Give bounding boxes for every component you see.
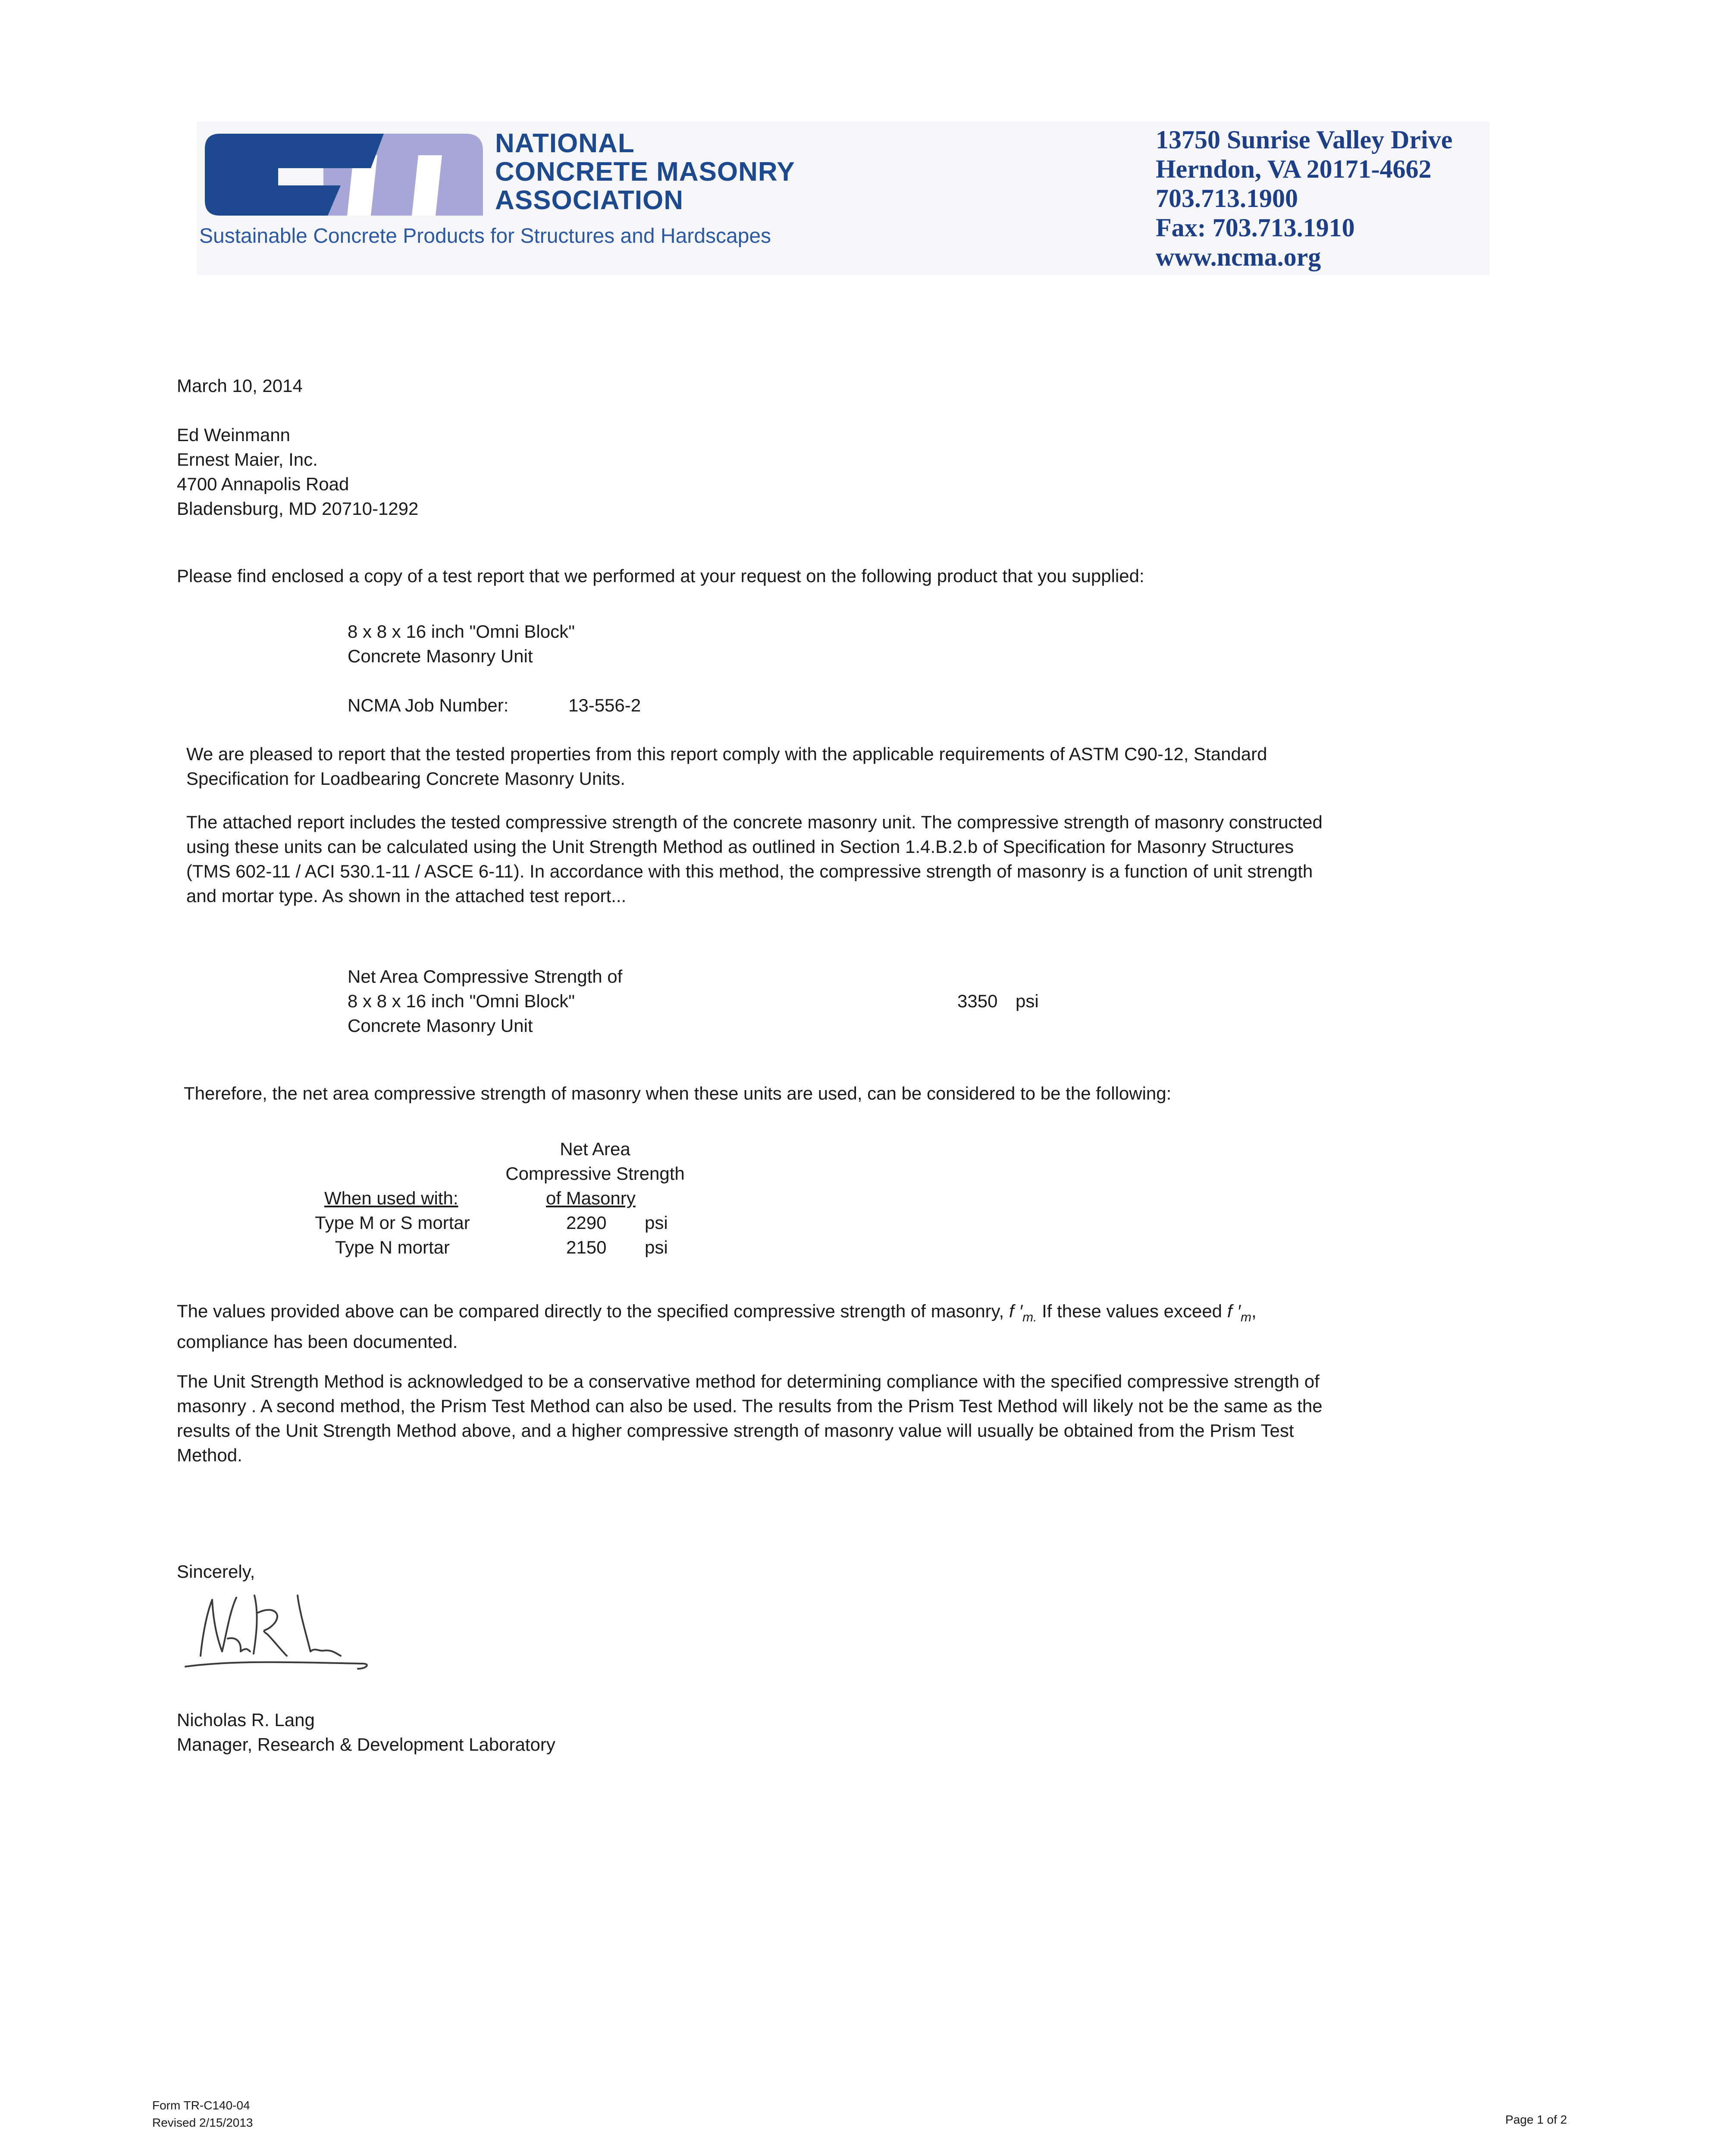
recipient-company: Ernest Maier, Inc. [177, 449, 318, 470]
table-header-line: Compressive Strength [505, 1163, 685, 1184]
closing: Sincerely, [177, 1561, 255, 1582]
recipient-street: 4700 Annapolis Road [177, 474, 349, 494]
org-name-line: ASSOCIATION [495, 185, 683, 215]
letter-date: March 10, 2014 [177, 376, 303, 396]
signature-block [177, 1708, 555, 1757]
table-row-unit: psi [645, 1213, 668, 1233]
signer-name: Nicholas R. Lang [177, 1710, 315, 1730]
recipient-name: Ed Weinmann [177, 425, 291, 445]
form-info [152, 2097, 253, 2131]
values-paragraph [177, 1299, 1257, 1354]
paragraph-line: compliance has been documented. [177, 1332, 458, 1352]
phone-number: 703.713.1900 [1156, 184, 1298, 213]
paragraph-line: masonry . A second method, the Prism Test Method can also be used. The results from the Prism Test Method will likely not be the same as the [177, 1396, 1323, 1416]
fax-number: Fax: 703.713.1910 [1156, 213, 1355, 242]
fm-symbol: f ′ [1227, 1301, 1241, 1321]
fm-symbol: f ′ [1009, 1301, 1023, 1321]
unit-strength-value: 3350 [957, 991, 998, 1011]
signature-image [181, 1587, 379, 1682]
intro-paragraph: Please find enclosed a copy of a test report that we performed at your request on the following product that you supplied: [177, 566, 1144, 586]
address-line: Herndon, VA 20171-4662 [1156, 155, 1432, 183]
table-header [470, 1137, 720, 1186]
paragraph-line: results of the Unit Strength Method above, and a higher compressive strength of masonry value will usually be obtained from the Prism Test [177, 1420, 1294, 1441]
label-line: Net Area Compressive Strength of [348, 966, 623, 987]
label-line: 8 x 8 x 16 inch "Omni Block" [348, 991, 575, 1011]
paragraph-line: The Unit Strength Method is acknowledged to be a conservative method for determining compliance with the specified compressive strength of [177, 1371, 1320, 1391]
therefore-paragraph: Therefore, the net area compressive strength of masonry when these units are used, can be considered to be the following: [184, 1083, 1172, 1103]
org-name-line: CONCRETE MASONRY [495, 157, 795, 187]
address-line: 13750 Sunrise Valley Drive [1156, 125, 1453, 154]
col-header-strength: of Masonry [546, 1188, 636, 1208]
text-span: The values provided above can be compared directly to the specified compressive strength of masonry, [177, 1301, 1009, 1321]
tagline: Sustainable Concrete Products for Structures and Hardscapes [199, 225, 771, 248]
recipient-address [177, 423, 418, 521]
organization-name [495, 129, 795, 215]
signer-title: Manager, Research & Development Laboratory [177, 1734, 555, 1755]
paragraph-line: (TMS 602-11 / ACI 530.1-11 / ASCE 6-11). In accordance with this method, the compressive strength of masonry is a function of unit strength [186, 861, 1313, 881]
paragraph-line: Specification for Loadbearing Concrete Masonry Units. [186, 768, 625, 789]
form-revised: Revised 2/15/2013 [152, 2116, 253, 2129]
compliance-paragraph [186, 742, 1267, 791]
paragraph-line: Method. [177, 1445, 242, 1465]
recipient-city: Bladensburg, MD 20710-1292 [177, 498, 419, 519]
unit-method-paragraph [177, 1369, 1323, 1467]
method-paragraph [186, 810, 1323, 908]
table-row-mortar: Type N mortar [335, 1237, 450, 1257]
table-row-value: 2290 [566, 1213, 607, 1233]
product-description [348, 619, 575, 668]
paragraph-line: We are pleased to report that the tested properties from this report comply with the applicable requirements of ASTM C90-12, Standard [186, 744, 1267, 764]
website-link[interactable]: www.ncma.org [1156, 243, 1321, 271]
fm-subscript: m [1240, 1310, 1251, 1325]
text-span: , [1251, 1301, 1257, 1321]
product-line: 8 x 8 x 16 inch "Omni Block" [348, 621, 575, 642]
text-span: If these values exceed [1037, 1301, 1227, 1321]
table-header-line: Net Area [560, 1139, 630, 1159]
job-number: 13-556-2 [568, 695, 641, 715]
table-row-unit: psi [645, 1237, 668, 1257]
org-name-line: NATIONAL [495, 128, 635, 158]
table-row-value: 2150 [566, 1237, 607, 1257]
job-number-label: NCMA Job Number: [348, 695, 509, 715]
unit-strength-label [348, 964, 622, 1038]
product-line: Concrete Masonry Unit [348, 646, 533, 666]
fm-subscript: m. [1022, 1310, 1037, 1325]
col-header-mortar: When used with: [324, 1188, 458, 1208]
paragraph-line: The attached report includes the tested compressive strength of the concrete masonry unit. The compressive strength of masonry constructed [186, 812, 1323, 832]
unit-strength-unit: psi [1016, 991, 1039, 1011]
label-line: Concrete Masonry Unit [348, 1015, 533, 1036]
page-number: Page 1 of 2 [1505, 2113, 1567, 2126]
paragraph-line [177, 1299, 1257, 1329]
paragraph-line: and mortar type. As shown in the attached test report... [186, 886, 627, 906]
table-row-mortar: Type M or S mortar [315, 1213, 470, 1233]
ncma-logo-icon [203, 127, 487, 233]
contact-block [1156, 125, 1452, 272]
form-id: Form TR-C140-04 [152, 2099, 250, 2112]
paragraph-line: using these units can be calculated using the Unit Strength Method as outlined in Section 1.4.B.2.b of Specification for Masonry Structures [186, 837, 1294, 857]
